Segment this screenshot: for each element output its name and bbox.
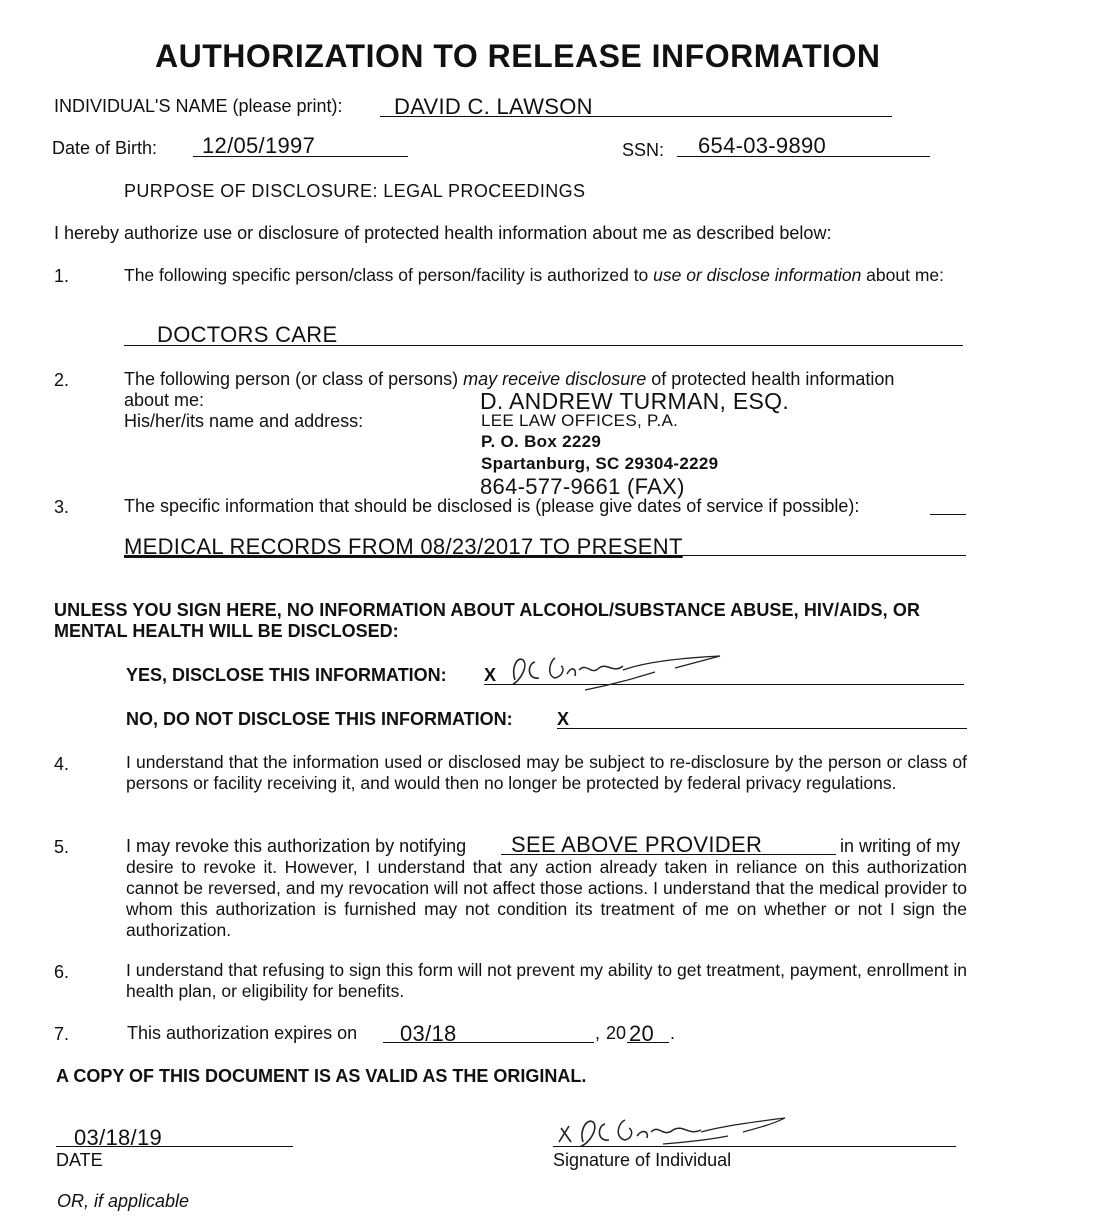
item-3-number: 3. [54,497,70,517]
item-2-line-3: His/her/its name and address: [124,411,364,431]
recipient-address-line-1: LEE LAW OFFICES, P.A. [481,411,679,430]
sensitive-info-notice-line-2: MENTAL HEALTH WILL BE DISCLOSED: [54,621,399,641]
date-label: DATE [56,1150,103,1170]
item-3-text: The specific information that should be disclosed is (please give dates of service if possible): [124,496,860,516]
ssn-value: 654-03-9890 [698,133,827,158]
item-4-number: 4. [54,754,70,774]
page-title: AUTHORIZATION TO RELEASE INFORMATION [155,38,881,74]
yes-disclose-label: YES, DISCLOSE THIS INFORMATION: [126,665,447,685]
item-3-trailing-line [930,496,966,515]
item-3-value: MEDICAL RECORDS FROM 08/23/2017 TO PRESENT [124,534,683,559]
purpose-of-disclosure: PURPOSE OF DISCLOSURE: LEGAL PROCEEDINGS [124,181,586,201]
expiration-period: . [670,1023,676,1043]
individual-name-label: INDIVIDUAL'S NAME (please print): [54,96,343,116]
item-7-text: This authorization expires on [127,1023,358,1043]
item-5-text-a: I may revoke this authorization by notifying [126,836,467,856]
recipient-fax: 864-577-9661 (FAX) [480,474,685,499]
item-5-provider-value: SEE ABOVE PROVIDER [511,832,763,857]
item-1-value: DOCTORS CARE [157,322,338,347]
expiration-year-value: 20 [629,1021,655,1046]
no-disclose-signature-field[interactable] [557,706,967,729]
date-value: 03/18/19 [74,1125,163,1150]
ssn-label: SSN: [622,140,665,160]
item-7-number: 7. [54,1024,70,1044]
signature-label: Signature of Individual [553,1150,732,1170]
item-6-text: I understand that refusing to sign this form will not prevent my ability to get treatment, payment, enrollment in health plan, or eligibility for benefits. [126,960,967,1001]
expiration-date-value: 03/18 [400,1021,457,1046]
or-if-applicable: OR, if applicable [57,1191,190,1211]
item-1-number: 1. [54,266,70,286]
authorization-intro: I hereby authorize use or disclosure of protected health information about me as described below: [54,223,832,243]
item-6-number: 6. [54,962,70,982]
dob-label: Date of Birth: [52,138,158,158]
no-disclose-label: NO, DO NOT DISCLOSE THIS INFORMATION: [126,709,513,729]
individual-name-value: DAVID C. LAWSON [394,94,593,119]
item-5-number: 5. [54,837,70,857]
copy-validity-notice: A COPY OF THIS DOCUMENT IS AS VALID AS THE ORIGINAL. [56,1066,587,1086]
item-2-text: The following person (or class of persons) may receive disclosure of protected health information [124,369,895,389]
item-5-text-rest: desire to revoke it. However, I understand that any action already taken in reliance on this authorization cannot be reversed, and my revocation will not affect those actions. I understand that the medical provider to whom this authorization is furnished may not condition its treatment of me on whether or not I sign the authorization. [126,857,967,940]
recipient-name: D. ANDREW TURMAN, ESQ. [480,388,790,414]
expiration-comma: , [595,1023,601,1043]
recipient-address-line-2: P. O. Box 2229 [481,432,602,451]
item-1-text: The following specific person/class of person/facility is authorized to use or disclose information about me: [124,265,945,285]
item-4-text: I understand that the information used or disclosed may be subject to re-disclosure by the person or class of persons or facility receiving it, and would then no longer be protected by federal privacy regulations. [126,752,967,793]
yes-disclose-signature [505,648,735,698]
no-disclose-mark: X [557,709,570,729]
yes-disclose-mark: X [484,665,497,685]
item-5-text-b: in writing of my [840,836,961,856]
expiration-year-prefix: 20 [606,1023,627,1043]
item-2-line-2: about me: [124,390,205,410]
item-2-number: 2. [54,370,70,390]
recipient-address-line-3: Spartanburg, SC 29304-2229 [481,454,719,473]
dob-value: 12/05/1997 [202,133,316,158]
sensitive-info-notice-line-1: UNLESS YOU SIGN HERE, NO INFORMATION ABOUT ALCOHOL/SUBSTANCE ABUSE, HIV/AIDS, OR [54,600,921,620]
